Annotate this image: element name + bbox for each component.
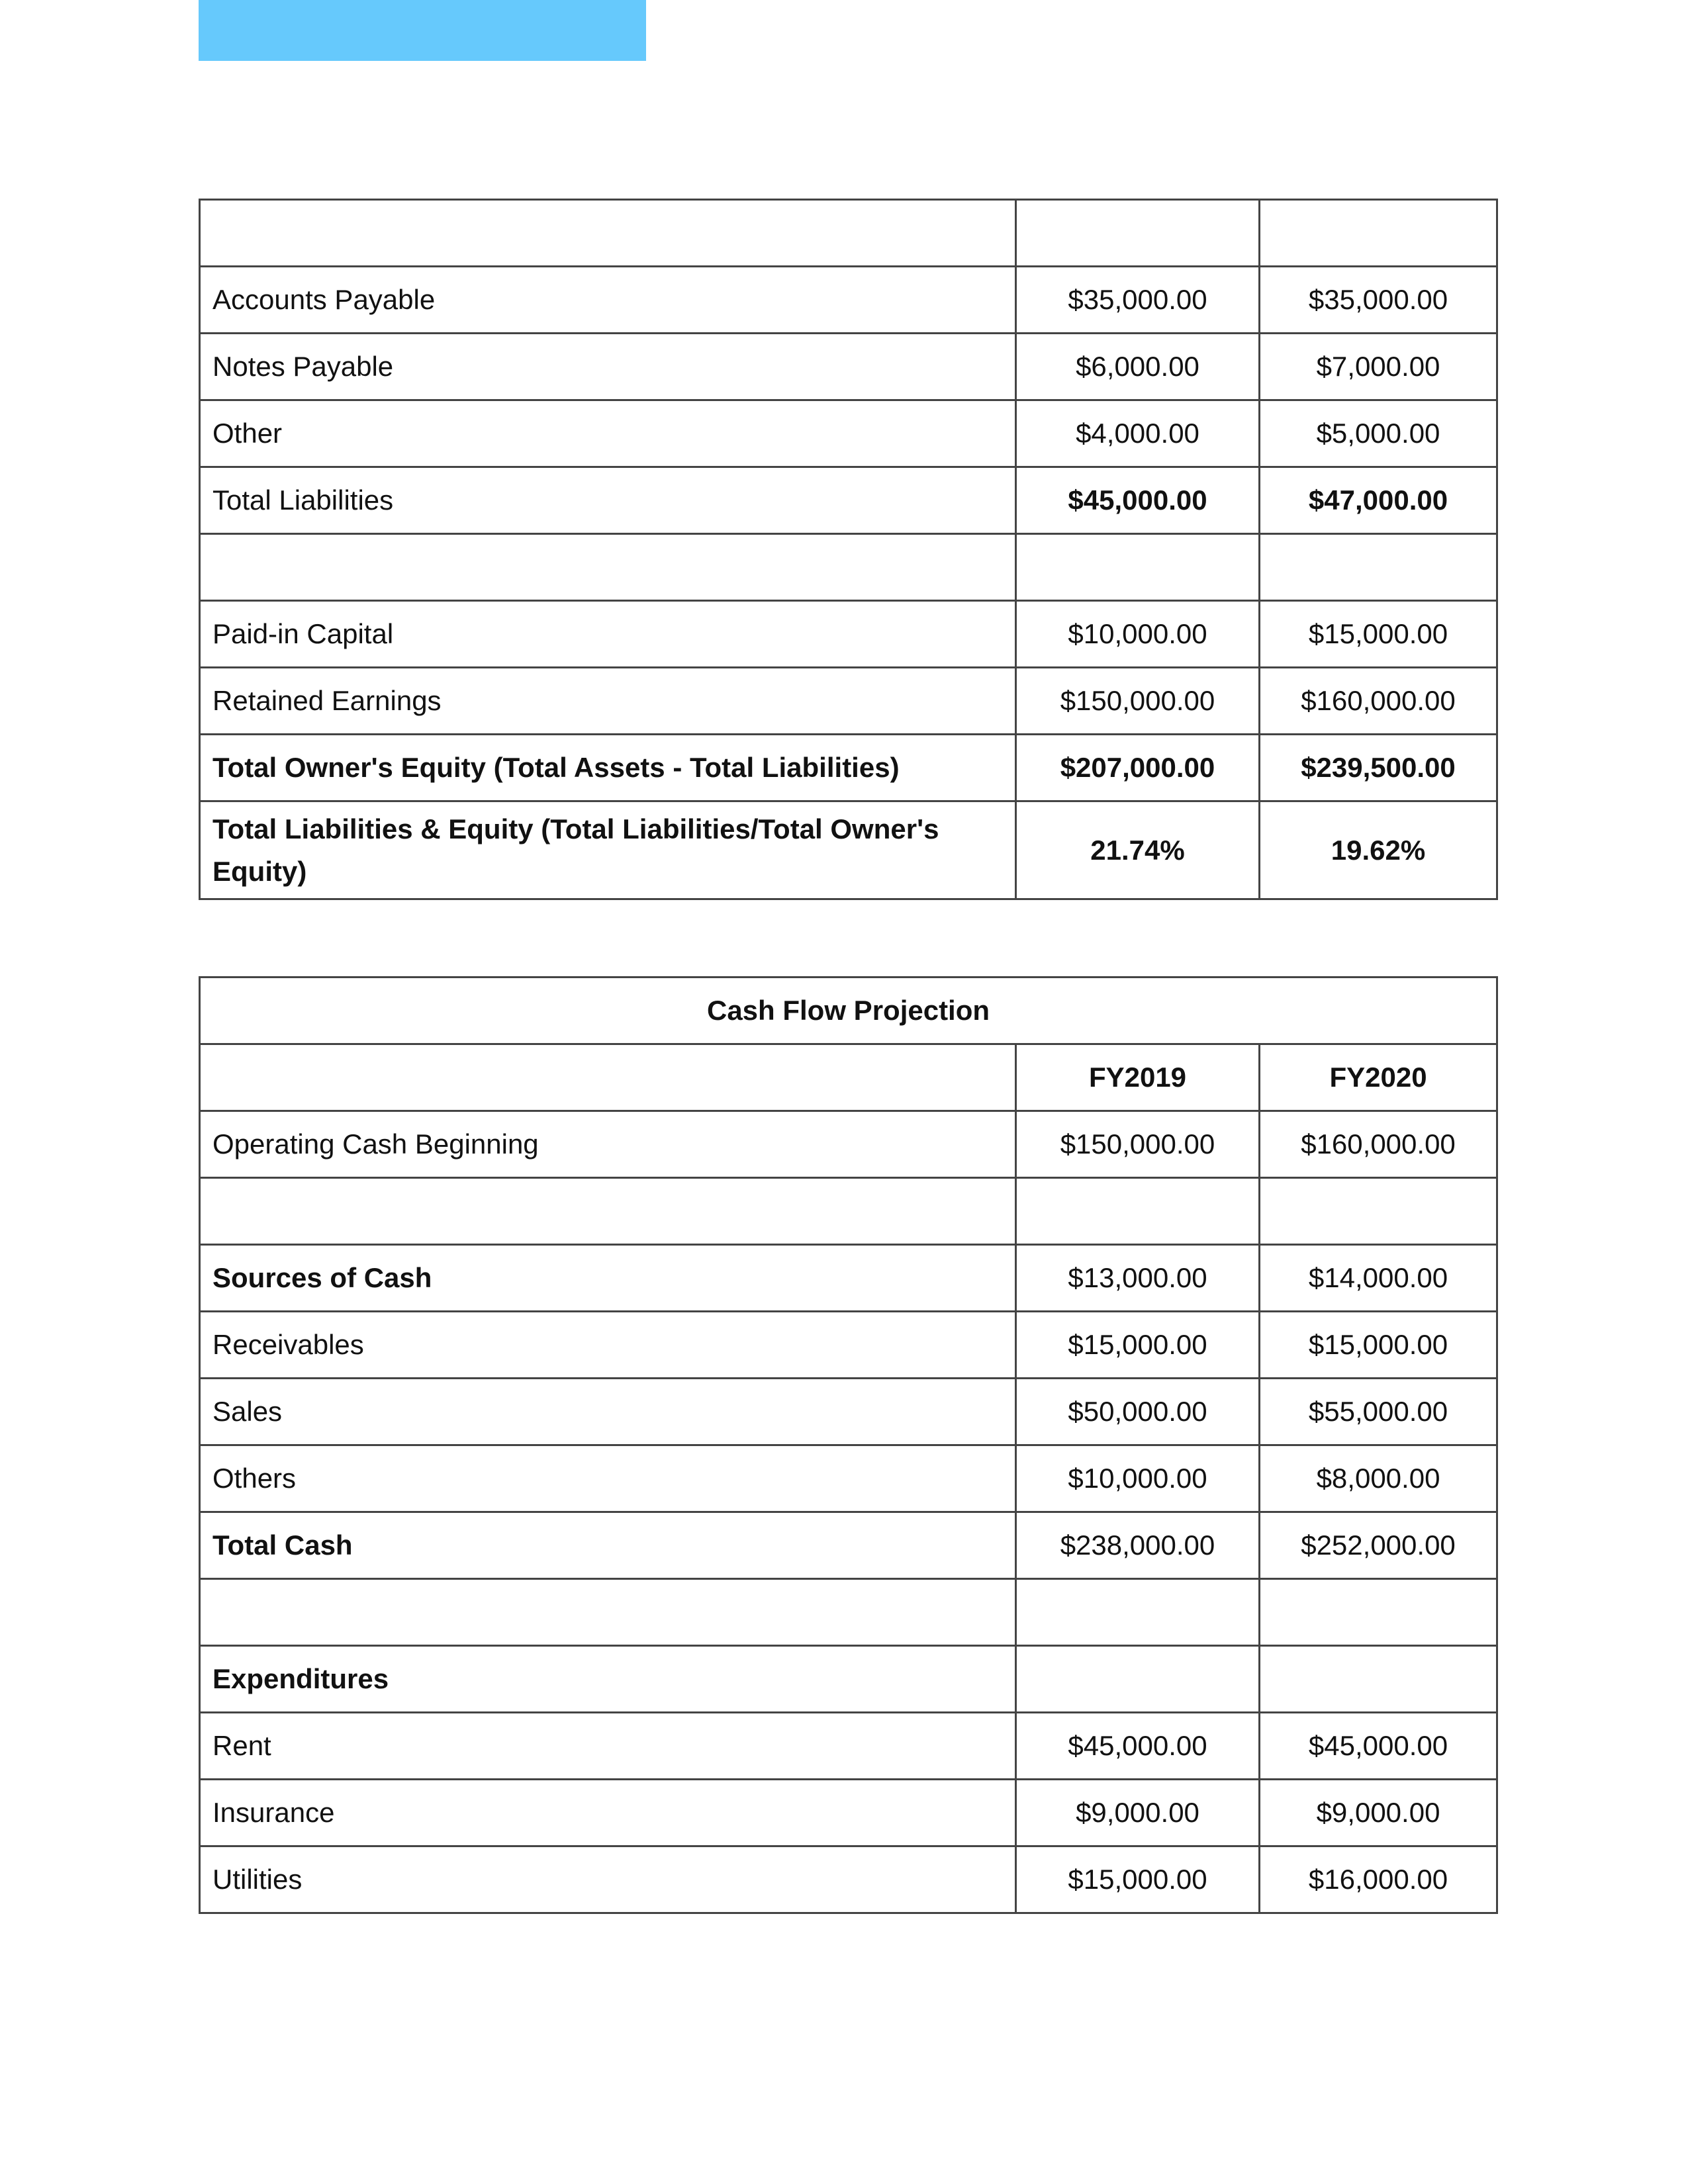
table-row: [200, 1111, 1497, 1178]
table-row: [200, 1245, 1497, 1312]
table-row: [200, 1379, 1497, 1445]
header-label-cell: [200, 1044, 1016, 1111]
table-row: [200, 334, 1497, 400]
value-fy2019: $45,000.00: [1016, 1713, 1260, 1780]
value-fy2019: $13,000.00: [1016, 1245, 1260, 1312]
value-fy2020: $14,000.00: [1260, 1245, 1497, 1312]
row-label: Total Owner's Equity (Total Assets - Total Liabilities): [200, 735, 1016, 801]
value-fy2020: $8,000.00: [1260, 1445, 1497, 1512]
value-fy2019: $35,000.00: [1016, 267, 1260, 334]
value-fy2020: $5,000.00: [1260, 400, 1497, 467]
row-label: Notes Payable: [200, 334, 1016, 400]
value-fy2020: $7,000.00: [1260, 334, 1497, 400]
value-fy2020: $160,000.00: [1260, 668, 1497, 735]
table-row: [200, 400, 1497, 467]
value-fy2020: $45,000.00: [1260, 1713, 1497, 1780]
table-row: [200, 467, 1497, 534]
value-fy2020: $160,000.00: [1260, 1111, 1497, 1178]
value-fy2019: $150,000.00: [1016, 668, 1260, 735]
row-label: Sales: [200, 1379, 1016, 1445]
table-row: [200, 1713, 1497, 1780]
row-label: Utilities: [200, 1846, 1016, 1913]
row-label: Operating Cash Beginning: [200, 1111, 1016, 1178]
value-fy2020: $252,000.00: [1260, 1512, 1497, 1579]
table-row: [200, 668, 1497, 735]
row-label: Other: [200, 400, 1016, 467]
value-fy2020: $15,000.00: [1260, 1312, 1497, 1379]
table-row: [200, 1646, 1497, 1713]
row-label: Accounts Payable: [200, 267, 1016, 334]
value-fy2020: $239,500.00: [1260, 735, 1497, 801]
table-row: [200, 267, 1497, 334]
row-label: Total Liabilities: [200, 467, 1016, 534]
value-fy2020: $35,000.00: [1260, 267, 1497, 334]
header-color-bar: [199, 0, 646, 61]
row-label: Expenditures: [200, 1646, 1016, 1713]
row-label: Retained Earnings: [200, 668, 1016, 735]
table-row: [200, 1579, 1497, 1646]
balance-sheet-table: [199, 199, 1498, 900]
row-label: Paid-in Capital: [200, 601, 1016, 668]
value-fy2020: $16,000.00: [1260, 1846, 1497, 1913]
table-row: [200, 601, 1497, 668]
value-fy2019: $9,000.00: [1016, 1780, 1260, 1846]
value-fy2019: $15,000.00: [1016, 1846, 1260, 1913]
value-fy2020: $15,000.00: [1260, 601, 1497, 668]
table-row: [200, 1512, 1497, 1579]
row-label: Total Liabilities & Equity (Total Liabilities/Total Owner's Equity): [200, 801, 1016, 899]
value-fy2019: [1016, 1579, 1260, 1646]
value-fy2019: [1016, 1646, 1260, 1713]
header-fy2020: FY2020: [1260, 1044, 1497, 1111]
value-fy2020: [1260, 1178, 1497, 1245]
value-fy2019: $50,000.00: [1016, 1379, 1260, 1445]
table-row: [200, 1780, 1497, 1846]
value-fy2020: $9,000.00: [1260, 1780, 1497, 1846]
value-fy2019: $238,000.00: [1016, 1512, 1260, 1579]
table-row: [200, 200, 1497, 267]
value-fy2019: [1016, 1178, 1260, 1245]
table-row: [200, 1312, 1497, 1379]
table-row: [200, 1445, 1497, 1512]
cash-flow-table: [199, 976, 1498, 1914]
value-fy2019: $10,000.00: [1016, 601, 1260, 668]
cash-flow-header-row: [200, 1044, 1497, 1111]
value-fy2019: $10,000.00: [1016, 1445, 1260, 1512]
row-label: [200, 1178, 1016, 1245]
row-label: Insurance: [200, 1780, 1016, 1846]
cash-flow-title-row: [200, 978, 1497, 1044]
row-label: Receivables: [200, 1312, 1016, 1379]
row-label: [200, 534, 1016, 601]
row-label: Rent: [200, 1713, 1016, 1780]
row-label: [200, 1579, 1016, 1646]
value-fy2019: [1016, 200, 1260, 267]
value-fy2019: [1016, 534, 1260, 601]
row-label: Sources of Cash: [200, 1245, 1016, 1312]
cash-flow-title: Cash Flow Projection: [200, 978, 1497, 1044]
value-fy2020: 19.62%: [1260, 801, 1497, 899]
table-row: [200, 1846, 1497, 1913]
value-fy2019: $207,000.00: [1016, 735, 1260, 801]
row-label: Total Cash: [200, 1512, 1016, 1579]
row-label: Others: [200, 1445, 1016, 1512]
table-row: [200, 534, 1497, 601]
value-fy2020: [1260, 534, 1497, 601]
table-row: [200, 801, 1497, 899]
row-label: [200, 200, 1016, 267]
value-fy2019: $4,000.00: [1016, 400, 1260, 467]
value-fy2019: 21.74%: [1016, 801, 1260, 899]
value-fy2019: $6,000.00: [1016, 334, 1260, 400]
value-fy2019: $45,000.00: [1016, 467, 1260, 534]
table-row: [200, 735, 1497, 801]
value-fy2020: [1260, 1579, 1497, 1646]
table-row: [200, 1178, 1497, 1245]
value-fy2019: $150,000.00: [1016, 1111, 1260, 1178]
value-fy2020: $55,000.00: [1260, 1379, 1497, 1445]
header-fy2019: FY2019: [1016, 1044, 1260, 1111]
value-fy2020: $47,000.00: [1260, 467, 1497, 534]
value-fy2020: [1260, 1646, 1497, 1713]
value-fy2020: [1260, 200, 1497, 267]
value-fy2019: $15,000.00: [1016, 1312, 1260, 1379]
